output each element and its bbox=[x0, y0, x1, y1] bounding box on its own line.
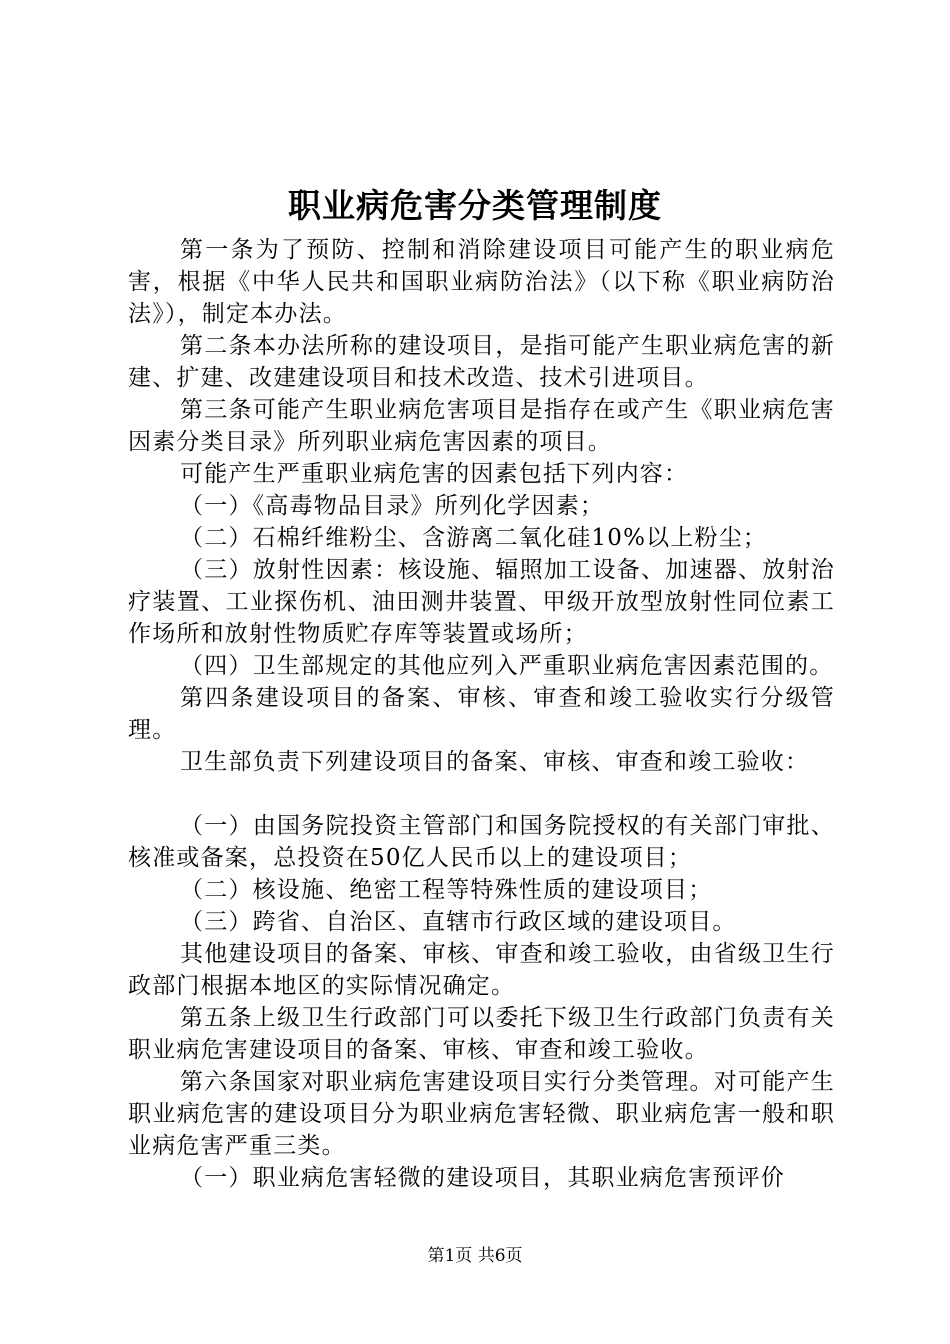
paragraph-factor-4: （四）卫生部规定的其他应列入严重职业病危害因素范围的。 bbox=[180, 653, 834, 679]
page-number: 第1页 共6页 bbox=[427, 1246, 523, 1266]
paragraph-project-1: （一）由国务院投资主管部门和国务院授权的有关部门审批、核准或备案，总投资在50亿人民币以上的建设项目； bbox=[128, 813, 835, 871]
paragraph-article-3: 第三条可能产生职业病危害项目是指存在或产生《职业病危害因素分类目录》所列职业病危害因素的项目。 bbox=[128, 397, 835, 455]
paragraph-article-4: 第四条建设项目的备案、审核、审查和竣工验收实行分级管理。 bbox=[128, 685, 835, 743]
paragraph-article-1: 第一条为了预防、控制和消除建设项目可能产生的职业病危害，根据《中华人民共和国职业病防治法》（以下称《职业病防治法》），制定本办法。 bbox=[128, 237, 835, 327]
document-body bbox=[128, 234, 835, 1194]
paragraph-other-projects: 其他建设项目的备案、审核、审查和竣工验收，由省级卫生行政部门根据本地区的实际情况确定。 bbox=[128, 941, 835, 999]
paragraph-factor-3: （三）放射性因素：核设施、辐照加工设备、加速器、放射治疗装置、工业探伤机、油田测井装置、甲级开放型放射性同位素工作场所和放射性物质贮存库等装置或场所； bbox=[128, 557, 835, 647]
paragraph-article-2: 第二条本办法所称的建设项目，是指可能产生职业病危害的新建、扩建、改建建设项目和技术改造、技术引进项目。 bbox=[128, 333, 835, 391]
paragraph-factor-2: （二）石棉纤维粉尘、含游离二氧化硅10%以上粉尘； bbox=[180, 525, 768, 551]
paragraph-project-2: （二）核设施、绝密工程等特殊性质的建设项目； bbox=[180, 877, 713, 903]
document-title: 职业病危害分类管理制度 bbox=[288, 186, 662, 225]
paragraph-project-3: （三）跨省、自治区、直辖市行政区域的建设项目。 bbox=[180, 909, 737, 935]
paragraph-ministry-responsibility: 卫生部负责下列建设项目的备案、审核、审查和竣工验收： bbox=[180, 749, 810, 775]
paragraph-article-5: 第五条上级卫生行政部门可以委托下级卫生行政部门负责有关职业病危害建设项目的备案、审核、审查和竣工验收。 bbox=[128, 1005, 835, 1063]
paragraph-article-6: 第六条国家对职业病危害建设项目实行分类管理。对可能产生职业病危害的建设项目分为职业病危害轻微、职业病危害一般和职业病危害严重三类。 bbox=[128, 1069, 835, 1159]
paragraph-factor-1: （一）《高毒物品目录》所列化学因素； bbox=[180, 493, 605, 519]
paragraph-class-1: （一）职业病危害轻微的建设项目，其职业病危害预评价 bbox=[180, 1165, 785, 1191]
paragraph-serious-factors-intro: 可能产生严重职业病危害的因素包括下列内容： bbox=[180, 461, 689, 487]
